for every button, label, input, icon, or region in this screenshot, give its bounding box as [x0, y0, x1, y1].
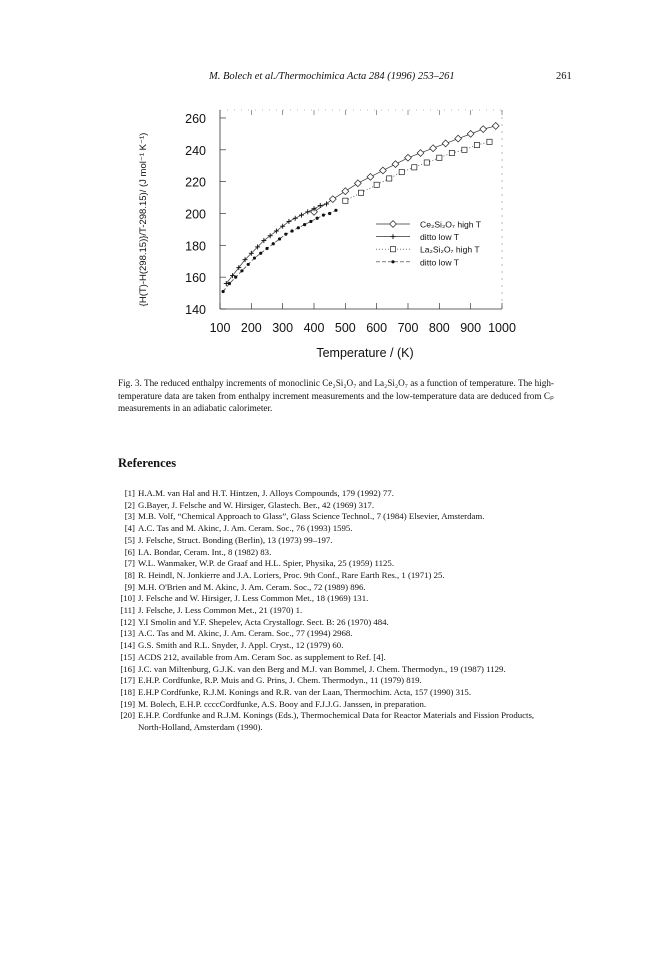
reference-number: [19] [120, 698, 135, 709]
data-point [392, 161, 399, 168]
legend-marker [391, 260, 394, 263]
data-point [430, 145, 437, 152]
y-axis-label: {H(T)-H(298.15)}/T-298.15)/ (J mol⁻¹ K⁻¹) [138, 132, 149, 307]
legend-marker [390, 221, 397, 228]
legend-label: La₂Si₂O₇ high T [420, 244, 480, 255]
data-point [222, 290, 225, 293]
data-point [474, 142, 479, 147]
reference-text: I.A. Bondar, Ceram. Int., 8 (1982) 83. [138, 546, 272, 557]
data-point [442, 140, 449, 147]
data-point [342, 188, 349, 195]
data-point [272, 242, 275, 245]
reference-text: E.H.P Cordfunke, R.J.M. Konings and R.R. van der Laan, Thermochim. Acta, 157 (1990) 315. [138, 686, 472, 697]
x-tick-label: 500 [334, 321, 356, 335]
x-tick-label: 1000 [488, 321, 516, 335]
reference-text: G.Bayer, J. Felsche and W. Hirsiger, Glastech. Ber., 42 (1969) 317. [138, 499, 375, 510]
reference-text: ACDS 212, available from Am. Ceram Soc. as supplement to Ref. [4]. [138, 651, 386, 662]
reference-item [116, 511, 556, 523]
reference-number: [20] [120, 710, 135, 721]
reference-text: E.H.P. Cordfunke and R.J.M. Konings (Eds.), Thermochemical Data for Reactor Materials and Fission Products, North-Holland, Amsterdam (1990). [138, 710, 535, 733]
legend-label: ditto low T [420, 232, 460, 243]
data-point [329, 196, 336, 203]
reference-item [116, 687, 556, 699]
reference-text: M. Bolech, E.H.P. ccccCordfunke, A.S. Booy and F.J.J.G. Janssen, in preparation. [138, 698, 427, 709]
reference-number: [12] [120, 616, 135, 627]
data-point [492, 123, 499, 130]
data-point [399, 169, 404, 174]
data-point [462, 147, 467, 152]
reference-item [116, 640, 556, 652]
reference-item [116, 570, 556, 582]
data-point [437, 155, 442, 160]
data-point [467, 130, 474, 137]
reference-number: [4] [124, 523, 135, 534]
legend-marker [390, 247, 395, 252]
reference-text: J.C. van Miltenburg, G.J.K. van den Berg and M.J. van Bommel, J. Chem. Thermodyn., 19 (1987) 1129. [138, 663, 506, 674]
page-number: 261 [556, 71, 572, 82]
data-point [358, 190, 363, 195]
reference-number: [7] [124, 558, 135, 569]
reference-number: [10] [120, 593, 135, 604]
x-tick-label: 100 [209, 321, 231, 335]
x-tick-label: 300 [272, 321, 294, 335]
data-point [305, 209, 310, 214]
reference-text: A.C. Tas and M. Akinc, J. Am. Ceram. Soc., 77 (1994) 2968. [138, 628, 353, 639]
data-point [412, 165, 417, 170]
x-tick-label: 200 [240, 321, 262, 335]
x-tick-label: 400 [303, 321, 325, 335]
data-point [374, 182, 379, 187]
data-point [259, 252, 262, 255]
data-point [405, 154, 412, 161]
legend-label: ditto low T [420, 257, 460, 268]
running-title: M. Bolech et al./Thermochimica Acta 284 (1996) 253–261 [209, 71, 455, 82]
reference-number: [18] [120, 686, 135, 697]
reference-item [116, 628, 556, 640]
reference-item [116, 523, 556, 535]
y-tick-label: 140 [185, 303, 206, 317]
reference-text: J. Felsche and W. Hirsiger, J. Less Common Met., 18 (1969) 131. [138, 593, 369, 604]
legend-label: Ce₂Si₂O₇ high T [420, 219, 482, 230]
figure-3 [118, 94, 538, 366]
y-tick-label: 180 [185, 239, 206, 254]
x-axis-label: Temperature / (K) [316, 346, 414, 360]
enthalpy-chart [118, 94, 538, 366]
legend [376, 220, 482, 268]
x-tick-label: 700 [397, 321, 419, 335]
series-1 [311, 123, 500, 216]
reference-item [116, 547, 556, 559]
reference-item [116, 617, 556, 629]
series-4 [222, 209, 338, 293]
data-point [455, 135, 462, 142]
data-point [424, 160, 429, 165]
data-point [247, 263, 250, 266]
reference-text: H.A.M. van Hal and H.T. Hintzen, J. Alloys Compounds, 179 (1992) 77. [138, 488, 394, 498]
reference-item [116, 558, 556, 570]
reference-text: J. Felsche, Struct. Bonding (Berlin), 13 (1973) 99–197. [138, 534, 333, 545]
reference-item [116, 699, 556, 711]
reference-number: [5] [124, 534, 135, 545]
data-point [278, 237, 281, 240]
reference-text: J. Felsche, J. Less Common Met., 21 (1970) 1. [138, 605, 303, 616]
data-point [303, 223, 306, 226]
reference-number: [9] [124, 581, 135, 592]
reference-item [116, 652, 556, 664]
reference-item [116, 664, 556, 676]
page-header [0, 71, 672, 85]
data-point [234, 276, 237, 279]
data-point [354, 180, 361, 187]
reference-number: [1] [124, 488, 135, 498]
series-line [223, 210, 336, 291]
data-point [417, 150, 424, 157]
reference-text: G.S. Smith and R.L. Snyder, J. Appl. Cryst., 12 (1979) 60. [138, 640, 344, 651]
data-point [284, 233, 287, 236]
reference-number: [16] [120, 663, 135, 674]
y-tick-label: 240 [185, 143, 206, 158]
reference-number: [17] [120, 675, 135, 686]
reference-text: A.C. Tas and M. Akinc, J. Am. Ceram. Soc., 76 (1993) 1595. [138, 523, 353, 534]
y-tick-label: 220 [185, 175, 206, 190]
reference-text: Y.I Smolin and Y.F. Shepelev, Acta Crystallogr. Sect. B: 26 (1970) 484. [138, 616, 389, 627]
reference-item [116, 488, 556, 500]
reference-item [116, 582, 556, 594]
series-line [314, 126, 496, 212]
data-point [253, 256, 256, 259]
reference-text: R. Heindl, N. Jonkierre and J.A. Loriers, Proc. 9th Conf., Rare Earth Res., 1 (1971) 25. [138, 569, 445, 580]
data-point [299, 213, 304, 218]
data-point [265, 247, 268, 250]
y-tick-label: 260 [185, 111, 206, 126]
data-point [322, 213, 325, 216]
data-point [487, 139, 492, 144]
figure-caption: Fig. 3. The reduced enthalpy increments of monoclinic Ce₂Si₂O₇ and La₂Si₂O₇ as a function of temperature. The high-temperature data are taken from enthalpy increment measurements and the low-temperature data are deduced from Cₚ measurements in an adiabatic calorimeter. [118, 378, 554, 414]
x-tick-label: 900 [460, 321, 482, 335]
reference-item [116, 593, 556, 605]
reference-item [116, 675, 556, 687]
data-point [343, 198, 348, 203]
reference-text: M.B. Volf, “Chemical Approach to Glass”, Glass Science Technol., 7 (1984) Elsevier, Amsterdam. [138, 511, 485, 522]
reference-list [116, 488, 556, 734]
data-point [318, 203, 323, 208]
reference-number: [11] [120, 605, 135, 616]
reference-number: [15] [120, 651, 135, 662]
data-point [387, 176, 392, 181]
data-point [449, 150, 454, 155]
reference-text: M.H. O'Brien and M. Akinc, J. Am. Ceram. Soc., 72 (1989) 896. [138, 581, 366, 592]
references-heading: References [118, 456, 177, 470]
reference-number: [13] [120, 628, 135, 639]
data-point [309, 220, 312, 223]
reference-number: [6] [124, 546, 135, 557]
reference-number: [2] [124, 499, 135, 510]
data-point [316, 217, 319, 220]
reference-number: [14] [120, 640, 135, 651]
reference-text: E.H.P. Cordfunke, R.P. Muis and G. Prins, J. Chem. Thermodyn., 11 (1979) 819. [138, 675, 422, 686]
data-point [240, 269, 243, 272]
legend-marker [391, 234, 396, 239]
series-line [345, 142, 489, 201]
reference-item [116, 535, 556, 547]
x-tick-label: 600 [366, 321, 388, 335]
reference-number: [3] [124, 511, 135, 522]
data-point [290, 229, 293, 232]
y-tick-label: 160 [185, 271, 206, 286]
data-point [297, 226, 300, 229]
y-tick-label: 200 [185, 207, 206, 222]
reference-item [116, 500, 556, 512]
reference-text: W.L. Wanmaker, W.P. de Graaf and H.L. Spier, Physika, 25 (1959) 1125. [138, 558, 395, 569]
reference-item [116, 605, 556, 617]
data-point [334, 209, 337, 212]
data-point [380, 167, 387, 174]
series-3 [343, 139, 492, 203]
reference-number: [8] [124, 569, 135, 580]
x-tick-label: 800 [428, 321, 450, 335]
data-point [480, 126, 487, 133]
data-point [328, 212, 331, 215]
data-point [228, 282, 231, 285]
data-point [367, 173, 374, 180]
data-point [293, 216, 298, 221]
reference-item [116, 710, 556, 733]
